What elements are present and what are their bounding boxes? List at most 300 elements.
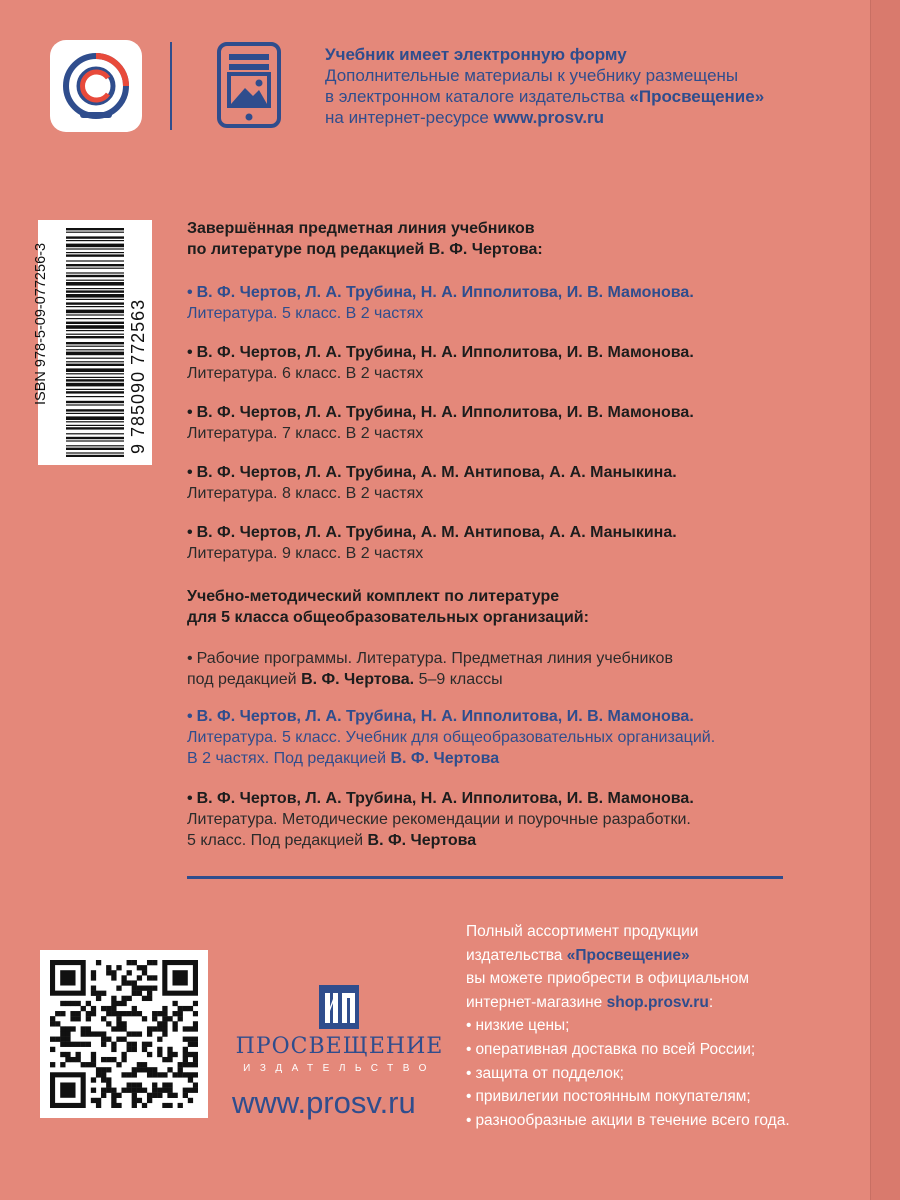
qr-module — [137, 1088, 142, 1093]
qr-module — [127, 996, 132, 1001]
qr-module — [142, 1042, 147, 1047]
qr-module — [132, 1067, 137, 1072]
qr-module — [147, 975, 152, 980]
line-section-title: Завершённая предметная линия учебников по литературе под редакцией В. Ф. Чертова: — [187, 220, 543, 258]
eform-line2: в электронном каталоге издательства «Просвещение» — [325, 87, 765, 106]
qr-module — [157, 1088, 162, 1093]
qr-module — [137, 1067, 142, 1072]
qr-module — [70, 1057, 75, 1062]
qr-module — [96, 996, 101, 1001]
qr-module — [127, 1088, 132, 1093]
qr-module — [172, 1001, 177, 1006]
barcode-bar — [66, 299, 124, 300]
umk-item-programs: • Рабочие программы. Литература. Предметная линия учебников под редакцией В. Ф. Чертова. 5–9 классы — [187, 650, 673, 688]
barcode-bar — [66, 391, 124, 393]
qr-module — [106, 965, 111, 970]
qr-module — [183, 1006, 188, 1011]
isbn-digits: 9 785090 772563 — [128, 298, 148, 454]
qr-module — [91, 1052, 96, 1057]
qr-module — [127, 980, 132, 985]
qr-module — [132, 1042, 137, 1047]
qr-module — [121, 1072, 126, 1077]
qr-module — [142, 970, 147, 975]
qr-module — [183, 1057, 188, 1062]
qr-module — [127, 960, 132, 965]
qr-module — [178, 1072, 183, 1077]
qr-module — [65, 1052, 70, 1057]
qr-module — [178, 1103, 183, 1108]
barcode-bars — [66, 228, 124, 457]
qr-module — [60, 1052, 65, 1057]
qr-module — [91, 1088, 96, 1093]
qr-module — [167, 1057, 172, 1062]
barcode-bar — [66, 413, 124, 414]
qr-module — [193, 1052, 198, 1057]
qr-module — [162, 1006, 167, 1011]
qr-module — [152, 1093, 157, 1098]
qr-module — [147, 1042, 152, 1047]
qr-module — [81, 1031, 86, 1036]
shop-point: • защита от подделок; — [466, 1064, 624, 1082]
qr-module — [106, 1057, 111, 1062]
barcode-bar — [66, 275, 124, 277]
qr-module — [193, 1026, 198, 1031]
qr-module — [106, 1077, 111, 1082]
barcode-bar — [66, 416, 124, 420]
qr-module — [188, 1037, 193, 1042]
qr-module — [101, 1067, 106, 1072]
qr-module — [167, 1047, 172, 1052]
publisher-name: ПРОСВЕЩЕНИЕ — [235, 1034, 444, 1059]
qr-module — [127, 1047, 132, 1052]
barcode-bar — [66, 228, 124, 230]
qr-module — [121, 996, 126, 1001]
qr-module — [116, 1011, 121, 1016]
qr-module — [127, 1072, 132, 1077]
qr-module — [127, 1082, 132, 1087]
barcode-bar — [66, 346, 124, 347]
qr-module — [96, 960, 101, 965]
barcode-bar — [66, 288, 124, 289]
qr-module — [101, 1072, 106, 1077]
qr-module — [188, 1042, 193, 1047]
qr-module — [111, 1026, 116, 1031]
qr-module — [65, 1042, 70, 1047]
shop-point: • низкие цены; — [466, 1017, 570, 1035]
qr-module — [167, 1052, 172, 1057]
section-divider — [187, 876, 783, 879]
barcode-bar — [66, 325, 124, 329]
barcode-bar — [66, 383, 124, 387]
qr-module — [137, 1098, 142, 1103]
qr-module — [137, 965, 142, 970]
qr-module — [162, 1082, 167, 1087]
qr-module — [86, 1011, 91, 1016]
barcode-bar — [66, 358, 124, 359]
qr-module — [152, 1016, 157, 1021]
qr-module — [147, 1072, 152, 1077]
barcode-bar — [66, 401, 124, 403]
qr-module — [101, 1088, 106, 1093]
qr-module — [121, 1011, 126, 1016]
qr-module — [65, 1026, 70, 1031]
qr-module — [132, 986, 137, 991]
qr-module — [111, 975, 116, 980]
barcode-bar — [66, 282, 124, 286]
qr-module — [121, 980, 126, 985]
qr-module — [86, 1062, 91, 1067]
qr-module — [188, 1077, 193, 1082]
qr-module — [188, 1098, 193, 1103]
qr-module — [106, 1088, 111, 1093]
qr-module — [132, 1072, 137, 1077]
qr-module — [132, 1093, 137, 1098]
qr-module — [152, 1026, 157, 1031]
barcode-bar — [66, 272, 124, 273]
qr-module — [50, 1062, 55, 1067]
barcode-bar — [66, 252, 124, 253]
qr-module — [167, 1103, 172, 1108]
qr-module — [96, 1072, 101, 1077]
qr-module — [178, 1016, 183, 1021]
qr-module — [50, 1037, 55, 1042]
barcode-bar — [66, 452, 124, 453]
qr-code — [40, 950, 208, 1118]
qr-module — [70, 1042, 75, 1047]
qr-module — [167, 1067, 172, 1072]
qr-module — [188, 1026, 193, 1031]
qr-module — [86, 1042, 91, 1047]
qr-module — [116, 1016, 121, 1021]
barcode-bar — [66, 280, 124, 281]
barcode-bar — [66, 425, 124, 426]
qr-module — [81, 1042, 86, 1047]
qr-module — [111, 1088, 116, 1093]
qr-module — [132, 1098, 137, 1103]
barcode-bar — [66, 342, 124, 344]
qr-module — [142, 1067, 147, 1072]
qr-module — [132, 1006, 137, 1011]
barcode-bar — [66, 306, 124, 307]
qr-module — [60, 1001, 65, 1006]
qr-module — [111, 1006, 116, 1011]
qr-module — [111, 970, 116, 975]
qr-module — [183, 1026, 188, 1031]
qr-module — [121, 1088, 126, 1093]
qr-module — [193, 1011, 198, 1016]
qr-module — [101, 1057, 106, 1062]
barcode-bar — [66, 433, 124, 434]
cover-spine-edge — [870, 0, 900, 1200]
barcode-bar — [66, 236, 124, 238]
qr-module — [162, 1021, 167, 1026]
qr-module — [91, 1098, 96, 1103]
qr-module — [193, 1021, 198, 1026]
qr-module — [137, 986, 142, 991]
qr-module — [167, 1088, 172, 1093]
qr-module — [137, 991, 142, 996]
qr-module — [193, 1057, 198, 1062]
qr-module — [132, 1088, 137, 1093]
barcode-bar — [66, 445, 124, 446]
qr-module — [147, 1026, 152, 1031]
barcode-bar — [66, 440, 124, 441]
qr-module — [157, 1021, 162, 1026]
qr-module — [188, 1072, 193, 1077]
qr-module — [91, 1006, 96, 1011]
barcode-bar — [66, 268, 124, 269]
qr-module — [162, 1026, 167, 1031]
barcode-bar — [66, 368, 124, 372]
qr-module — [172, 1021, 177, 1026]
qr-module — [121, 1037, 126, 1042]
qr-module — [116, 965, 121, 970]
qr-module — [157, 1047, 162, 1052]
barcode-bar — [66, 314, 124, 315]
qr-module — [162, 1016, 167, 1021]
line-item-grade-8: • В. Ф. Чертов, Л. А. Трубина, А. М. Антипова, А. А. Маныкина. Литература. 8 класс. В 2 частях — [187, 464, 677, 502]
isbn-label: ISBN 978-5-09-077256-3 — [33, 242, 49, 405]
qr-module — [70, 1016, 75, 1021]
barcode-bar — [66, 389, 124, 390]
qr-module — [81, 1006, 86, 1011]
qr-module — [121, 1052, 126, 1057]
qr-module — [127, 1031, 132, 1036]
prosveshchenie-logo-icon — [319, 985, 359, 1029]
umk-item-method: • В. Ф. Чертов, Л. А. Трубина, Н. А. Ипполитова, И. В. Мамонова. Литература. Методические рекомендации и поурочные разработки. 5 класс. Под редакцией В. Ф. Чертова — [187, 790, 694, 849]
qr-module — [76, 1001, 81, 1006]
qr-module — [60, 1037, 65, 1042]
eform-title: Учебник имеет электронную форму — [325, 45, 627, 64]
shop-info: Полный ассортимент продукции издательства «Просвещение» вы можете приобрести в официальном интернет-магазине shop.prosv.ru: • низкие цены; • оперативная доставка по всей России; • защита от подделок; • привилегии постоянным покупателям; • разнообразные акции в течение всего года. — [466, 920, 790, 1132]
qr-module — [157, 1093, 162, 1098]
eform-line3: на интернет-ресурсе www.prosv.ru — [325, 108, 605, 127]
qr-module — [132, 1082, 137, 1087]
qr-module — [106, 970, 111, 975]
qr-module — [101, 1077, 106, 1082]
qr-module — [183, 1093, 188, 1098]
qr-module — [152, 975, 157, 980]
qr-module — [147, 1098, 152, 1103]
qr-module — [142, 1016, 147, 1021]
qr-module — [183, 1037, 188, 1042]
qr-module — [55, 1021, 60, 1026]
qr-module — [147, 991, 152, 996]
qr-module — [167, 1016, 172, 1021]
qr-module — [76, 1052, 81, 1057]
qr-module — [137, 975, 142, 980]
qr-module — [178, 1006, 183, 1011]
qr-module — [91, 986, 96, 991]
qr-module — [96, 1031, 101, 1036]
qr-module — [101, 991, 106, 996]
qr-module — [111, 1057, 116, 1062]
qr-module — [121, 1021, 126, 1026]
qr-module — [70, 1011, 75, 1016]
barcode-bar — [66, 294, 124, 298]
qr-module — [60, 1031, 65, 1036]
qr-module — [127, 970, 132, 975]
barcode-bar — [66, 330, 124, 331]
qr-module — [193, 1037, 198, 1042]
qr-module — [157, 1052, 162, 1057]
qr-module — [172, 1026, 177, 1031]
qr-module — [111, 1093, 116, 1098]
qr-module — [96, 1067, 101, 1072]
qr-module — [91, 1057, 96, 1062]
qr-module — [121, 1026, 126, 1031]
qr-module — [188, 1062, 193, 1067]
eform-line1: Дополнительные материалы к учебнику размещены — [325, 66, 739, 85]
qr-module — [132, 1011, 137, 1016]
qr-module — [152, 1088, 157, 1093]
qr-module — [50, 1021, 55, 1026]
qr-module — [137, 1082, 142, 1087]
barcode-bar — [66, 352, 124, 356]
qr-module — [172, 1052, 177, 1057]
qr-module — [106, 1021, 111, 1026]
barcode-bar — [66, 260, 124, 261]
qr-module — [157, 1037, 162, 1042]
umk-section-title: Учебно-методический комплект по литературе для 5 класса общеобразовательных организаций: — [187, 588, 589, 626]
qr-module — [116, 1021, 121, 1026]
isbn-barcode — [33, 220, 152, 465]
barcode-bar — [66, 361, 124, 362]
qr-module — [137, 1011, 142, 1016]
qr-module — [50, 1047, 55, 1052]
qr-finder — [172, 970, 187, 985]
eform-logo-icon — [50, 40, 142, 132]
qr-module — [60, 1011, 65, 1016]
qr-module — [193, 1072, 198, 1077]
qr-module — [147, 1093, 152, 1098]
qr-module — [162, 1011, 167, 1016]
qr-module — [116, 1026, 121, 1031]
qr-module — [65, 1037, 70, 1042]
qr-module — [111, 1001, 116, 1006]
barcode-bar — [66, 437, 124, 439]
qr-module — [101, 1006, 106, 1011]
barcode-bar — [66, 290, 124, 292]
qr-module — [106, 1082, 111, 1087]
qr-module — [60, 1026, 65, 1031]
qr-module — [121, 975, 126, 980]
qr-module — [152, 1067, 157, 1072]
qr-module — [132, 1103, 137, 1108]
qr-module — [111, 1103, 116, 1108]
qr-module — [81, 1026, 86, 1031]
qr-module — [132, 980, 137, 985]
qr-module — [142, 1103, 147, 1108]
qr-module — [172, 1072, 177, 1077]
qr-module — [121, 1057, 126, 1062]
qr-module — [142, 965, 147, 970]
qr-module — [152, 1072, 157, 1077]
qr-module — [111, 1011, 116, 1016]
qr-module — [76, 1042, 81, 1047]
umk-item-textbook: • В. Ф. Чертов, Л. А. Трубина, Н. А. Ипполитова, И. В. Мамонова. Литература. 5 класс. Учебник для общеобразовательных организаций. В 2 частях. Под редакцией В. Ф. Чертова — [187, 708, 716, 767]
qr-module — [101, 1042, 106, 1047]
header-divider — [170, 42, 172, 130]
qr-module — [101, 1016, 106, 1021]
qr-module — [101, 1031, 106, 1036]
qr-module — [193, 1001, 198, 1006]
qr-module — [65, 1001, 70, 1006]
qr-module — [86, 1001, 91, 1006]
barcode-bar — [66, 379, 124, 381]
qr-module — [147, 996, 152, 1001]
barcode-bar — [66, 240, 124, 241]
qr-module — [142, 996, 147, 1001]
qr-module — [50, 1016, 55, 1021]
barcode-bar — [66, 373, 124, 374]
qr-module — [147, 960, 152, 965]
barcode-bar — [66, 248, 124, 249]
qr-module — [147, 1052, 152, 1057]
qr-module — [167, 1093, 172, 1098]
barcode-bar — [66, 421, 124, 422]
qr-module — [96, 1098, 101, 1103]
qr-module — [116, 1001, 121, 1006]
qr-module — [132, 1031, 137, 1036]
qr-module — [70, 1026, 75, 1031]
qr-module — [86, 1016, 91, 1021]
qr-module — [183, 1052, 188, 1057]
barcode-bar — [66, 455, 124, 457]
barcode-bar — [66, 334, 124, 335]
qr-module — [111, 1042, 116, 1047]
barcode-bar — [66, 310, 124, 314]
publisher-subtitle: ИЗДАТЕЛЬСТВО — [243, 1063, 436, 1074]
qr-finder — [60, 1082, 75, 1097]
barcode-bar — [66, 427, 124, 429]
qr-module — [96, 991, 101, 996]
qr-module — [147, 986, 152, 991]
qr-module — [132, 960, 137, 965]
barcode-bar — [66, 377, 124, 378]
qr-module — [147, 1031, 152, 1036]
barcode-bar — [66, 264, 124, 266]
qr-module — [142, 1047, 147, 1052]
qr-module — [157, 1011, 162, 1016]
barcode-bar — [66, 364, 124, 366]
qr-module — [60, 1062, 65, 1067]
barcode-bar — [66, 244, 124, 248]
qr-module — [157, 1026, 162, 1031]
qr-module — [91, 1031, 96, 1036]
qr-module — [178, 1011, 183, 1016]
qr-module — [91, 1011, 96, 1016]
qr-module — [76, 1057, 81, 1062]
qr-module — [106, 1006, 111, 1011]
qr-module — [193, 1088, 198, 1093]
qr-module — [76, 1016, 81, 1021]
qr-module — [142, 1062, 147, 1067]
qr-module — [178, 1067, 183, 1072]
shop-point: • привилегии постоянным покупателям; — [466, 1088, 751, 1106]
qr-module — [142, 986, 147, 991]
qr-module — [65, 1031, 70, 1036]
qr-module — [127, 1042, 132, 1047]
barcode-bar — [66, 336, 124, 338]
qr-module — [162, 1088, 167, 1093]
qr-module — [188, 1006, 193, 1011]
qr-module — [132, 991, 137, 996]
line-item-grade-5: • В. Ф. Чертов, Л. А. Трубина, Н. А. Ипполитова, И. В. Мамонова. Литература. 5 класс. В 2 частях — [187, 284, 694, 322]
qr-module — [55, 1037, 60, 1042]
qr-module — [101, 1037, 106, 1042]
qr-module — [91, 970, 96, 975]
